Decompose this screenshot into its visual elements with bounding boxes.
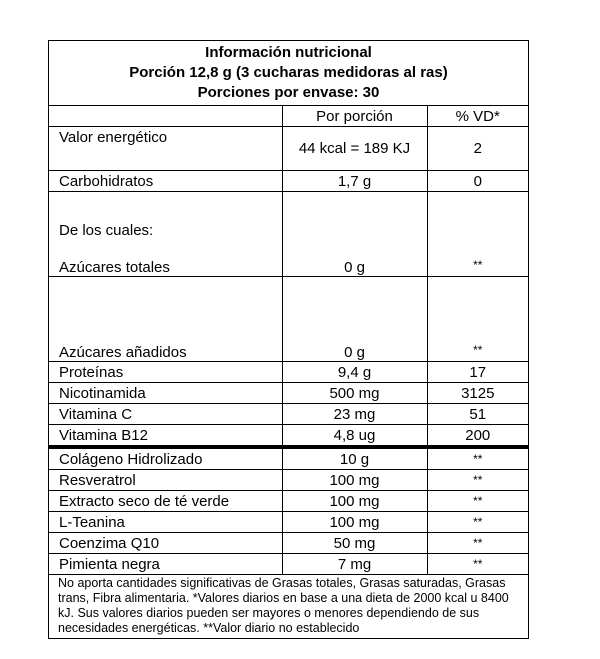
nutrient-dv: ** xyxy=(427,554,528,575)
nutrient-label: Pimienta negra xyxy=(49,554,282,575)
nutrient-label: Carbohidratos xyxy=(49,171,282,192)
table-row xyxy=(49,277,528,362)
nutrient-amount: 10 g xyxy=(282,447,427,470)
nutrient-amount: 50 mg xyxy=(282,533,427,554)
nutrient-dv: 200 xyxy=(427,425,528,448)
nutrient-dv: ** xyxy=(427,277,528,362)
column-header-per-serving: Por porción xyxy=(282,106,427,127)
table-row xyxy=(49,171,528,192)
nutrient-label: Vitamina B12 xyxy=(49,425,282,448)
nutrient-dv: ** xyxy=(427,512,528,533)
nutrient-label: Coenzima Q10 xyxy=(49,533,282,554)
column-header-dv: % VD* xyxy=(427,106,528,127)
table-row xyxy=(49,383,528,404)
nutrient-amount: 9,4 g xyxy=(282,362,427,383)
table-row xyxy=(49,192,528,277)
nutrient-dv: ** xyxy=(427,533,528,554)
table-row xyxy=(49,447,528,470)
nutrient-amount: 0 g xyxy=(282,277,427,362)
nutrition-header xyxy=(49,41,528,106)
nutrition-title: Información nutricional xyxy=(205,44,372,61)
nutrient-dv: 0 xyxy=(427,171,528,192)
table-row xyxy=(49,127,528,171)
nutrient-dv: 3125 xyxy=(427,383,528,404)
table-row xyxy=(49,404,528,425)
nutrient-label: Azúcares totales xyxy=(59,259,170,276)
nutrient-dv: 2 xyxy=(427,127,528,171)
nutrient-amount: 0 g xyxy=(282,192,427,277)
nutrient-label: Colágeno Hidrolizado xyxy=(49,447,282,470)
nutrient-label-group xyxy=(49,192,282,277)
nutrient-amount: 1,7 g xyxy=(282,171,427,192)
nutrient-amount: 4,8 ug xyxy=(282,425,427,448)
nutrient-dv: 17 xyxy=(427,362,528,383)
column-header-row xyxy=(49,106,528,127)
nutrient-dv: ** xyxy=(427,447,528,470)
nutrition-table xyxy=(49,106,528,574)
servings-per-container: Porciones por envase: 30 xyxy=(197,84,380,101)
nutrient-group-label: De los cuales: xyxy=(59,222,154,239)
nutrient-label: Resveratrol xyxy=(49,470,282,491)
nutrient-amount: 7 mg xyxy=(282,554,427,575)
nutrient-dv: ** xyxy=(427,491,528,512)
nutrient-label: Azúcares añadidos xyxy=(49,277,282,362)
nutrient-label: Nicotinamida xyxy=(49,383,282,404)
nutrient-amount: 100 mg xyxy=(282,491,427,512)
nutrient-label: Valor energético xyxy=(49,127,282,171)
column-header-nutrient xyxy=(49,106,282,127)
table-row xyxy=(49,512,528,533)
nutrient-label: Extracto seco de té verde xyxy=(49,491,282,512)
nutrient-amount: 44 kcal = 189 KJ xyxy=(282,127,427,171)
nutrient-dv: 51 xyxy=(427,404,528,425)
nutrient-label: Proteínas xyxy=(49,362,282,383)
table-row xyxy=(49,425,528,448)
nutrient-amount: 500 mg xyxy=(282,383,427,404)
nutrient-label: Vitamina C xyxy=(49,404,282,425)
table-row xyxy=(49,554,528,575)
nutrient-dv: ** xyxy=(427,470,528,491)
table-row xyxy=(49,533,528,554)
table-row xyxy=(49,362,528,383)
nutrient-amount: 23 mg xyxy=(282,404,427,425)
nutrient-amount: 100 mg xyxy=(282,512,427,533)
nutrient-dv: ** xyxy=(427,192,528,277)
footnote: No aporta cantidades significativas de Grasas totales, Grasas saturadas, Grasas trans, Fibra alimentaria. *Valores diarios en base a una dieta de 2000 kcal u 8400 kJ. Sus valores diarios pueden ser mayores o menores dependiendo de sus necesidades energéticas. **Valor diario no establecido xyxy=(49,574,528,638)
serving-size: Porción 12,8 g (3 cucharas medidoras al ras) xyxy=(129,64,448,81)
nutrient-label: L-Teanina xyxy=(49,512,282,533)
table-row xyxy=(49,470,528,491)
table-row xyxy=(49,491,528,512)
nutrient-amount: 100 mg xyxy=(282,470,427,491)
nutrition-facts-panel xyxy=(48,40,529,639)
